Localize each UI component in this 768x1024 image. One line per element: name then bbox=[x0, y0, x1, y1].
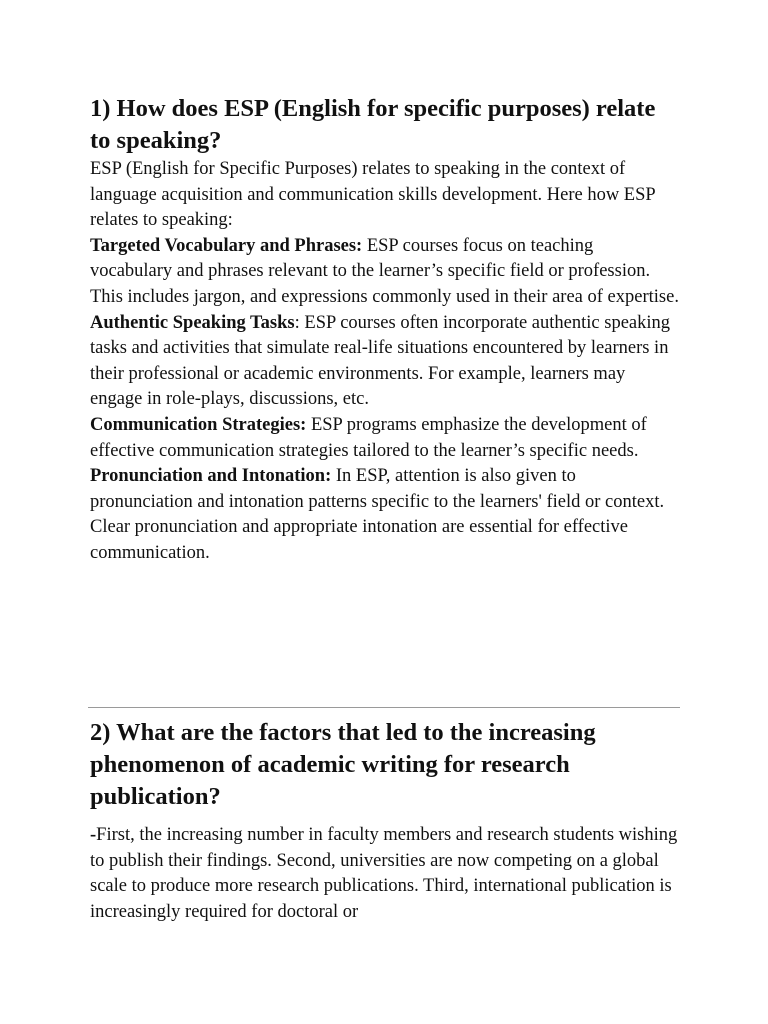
question-2-heading: 2) What are the factors that led to the increasing phenomenon of academic writing for research publication? bbox=[90, 719, 596, 810]
item-term: Authentic Speaking Tasks bbox=[90, 312, 295, 333]
answer-text: First, the increasing number in faculty members and research students wishing to publish their findings. Second, universities are now competing on a global scale to produce more research publications. Third, international publication is increasingly required for doctoral or bbox=[90, 825, 678, 922]
item-text: : ESP courses often incorporate authentic speaking tasks and activities that simulate real-life situations encountered by learners in their professional or academic environments. For example, learners may engage in role-plays, discussions, etc. bbox=[90, 312, 670, 410]
item-term: Pronunciation and Intonation: bbox=[90, 466, 332, 487]
section-2 bbox=[90, 717, 680, 925]
item-text: ESP courses focus on teaching vocabulary and phrases relevant to the learner’s specific field or profession. This includes jargon, and expressions commonly used in their area of expertise. bbox=[90, 235, 679, 307]
list-item-pronunciation bbox=[90, 464, 680, 566]
section-1 bbox=[90, 93, 680, 567]
list-item-speaking-tasks bbox=[90, 311, 680, 413]
item-text: In ESP, attention is also given to pronunciation and intonation patterns specific to the learners' field or context. Clear pronunciation and appropriate intonation are essential for effective communication. bbox=[90, 466, 665, 563]
item-text: ESP programs emphasize the development of effective communication strategies tailored to the learner’s specific needs. bbox=[90, 414, 647, 461]
list-item-communication bbox=[90, 413, 680, 464]
list-item-vocabulary bbox=[90, 234, 680, 311]
section-divider bbox=[88, 707, 680, 708]
question-1-heading: 1) How does ESP (English for specific purposes) relate to speaking? bbox=[90, 95, 656, 154]
item-term: Targeted Vocabulary and Phrases: bbox=[90, 235, 363, 256]
question-1-intro: ESP (English for Specific Purposes) relates to speaking in the context of language acquisition and communication skills development. Here how ESP relates to speaking: bbox=[90, 159, 655, 231]
answer-dash: - bbox=[90, 825, 97, 845]
item-term: Communication Strategies: bbox=[90, 414, 307, 435]
question-2-answer bbox=[90, 823, 680, 925]
